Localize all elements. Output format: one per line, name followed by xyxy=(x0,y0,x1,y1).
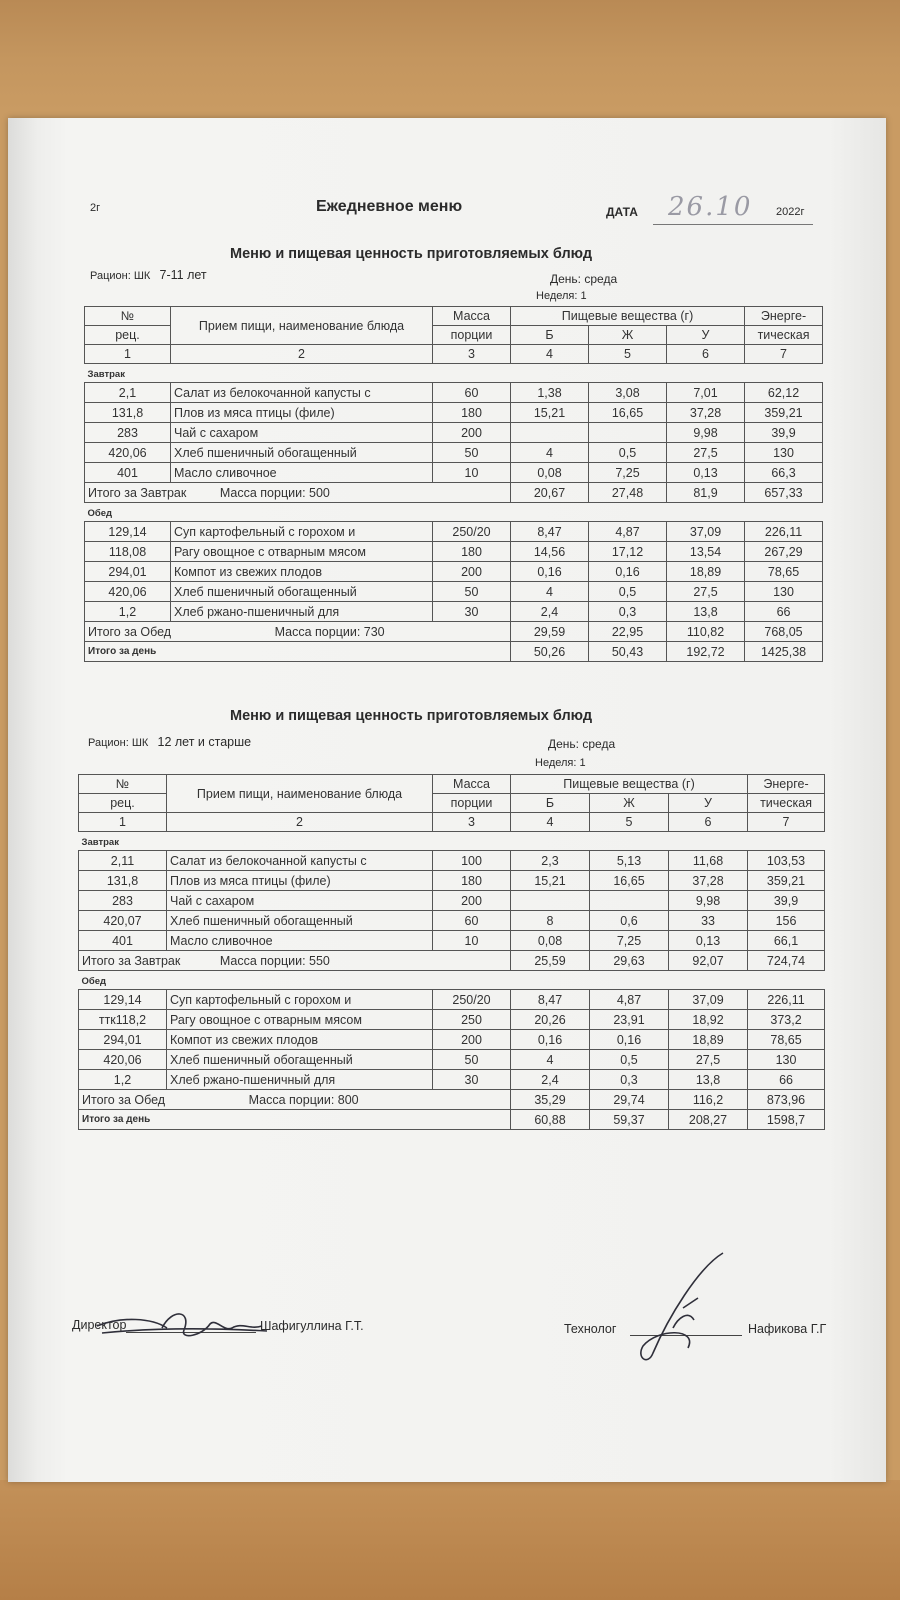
total-protein: 25,59 xyxy=(511,951,590,971)
dish-name: Чай с сахаром xyxy=(171,423,433,443)
energy: 359,21 xyxy=(745,403,823,423)
col-energy-2: тическая xyxy=(745,326,823,345)
dish-name: Плов из мяса птицы (филе) xyxy=(167,871,433,891)
table-row xyxy=(79,911,825,931)
col-nutrients: Пищевые вещества (г) xyxy=(511,775,748,794)
ration-value: 7-11 лет xyxy=(159,268,207,282)
ration-label: Рацион: ШК xyxy=(90,270,151,282)
total-carbs: 192,72 xyxy=(667,642,745,662)
carbs: 27,5 xyxy=(667,443,745,463)
col-index: 6 xyxy=(667,345,745,364)
section-1-table xyxy=(84,306,823,662)
dish-name: Компот из свежих плодов xyxy=(171,562,433,582)
protein: 15,21 xyxy=(511,871,590,891)
carbs: 11,68 xyxy=(669,851,748,871)
portion-mass: 200 xyxy=(433,423,511,443)
total-energy: 873,96 xyxy=(748,1090,825,1110)
col-energy-2: тическая xyxy=(748,794,825,813)
table-row xyxy=(79,891,825,911)
recipe-number: 2,1 xyxy=(85,383,171,403)
section-1-day xyxy=(550,272,617,286)
col-name: Прием пищи, наименование блюда xyxy=(167,775,433,813)
energy: 103,53 xyxy=(748,851,825,871)
group-label-breakfast: Завтрак xyxy=(85,364,823,383)
col-mass: Масса xyxy=(433,775,511,794)
energy: 66,3 xyxy=(745,463,823,483)
lunch-total-row xyxy=(85,622,823,642)
dish-name: Хлеб ржано-пшеничный для xyxy=(167,1070,433,1090)
col-index: 6 xyxy=(669,813,748,832)
col-u: У xyxy=(669,794,748,813)
energy: 156 xyxy=(748,911,825,931)
col-index: 3 xyxy=(433,345,511,364)
carbs: 18,92 xyxy=(669,1010,748,1030)
energy: 373,2 xyxy=(748,1010,825,1030)
recipe-number: 420,06 xyxy=(79,1050,167,1070)
dish-name: Хлеб ржано-пшеничный для xyxy=(171,602,433,622)
lunch-total-row xyxy=(79,1090,825,1110)
fat xyxy=(589,423,667,443)
recipe-number: 129,14 xyxy=(85,522,171,542)
recipe-number: 2,11 xyxy=(79,851,167,871)
table-row xyxy=(79,871,825,891)
portion-mass: 50 xyxy=(433,582,511,602)
total-title: Итого за Обед xyxy=(88,624,172,639)
day-value: среда xyxy=(584,272,618,286)
total-label xyxy=(85,622,511,642)
protein: 8,47 xyxy=(511,990,590,1010)
protein: 2,3 xyxy=(511,851,590,871)
breakfast-total-row xyxy=(85,483,823,503)
protein: 2,4 xyxy=(511,1070,590,1090)
dish-name: Масло сливочное xyxy=(171,463,433,483)
recipe-number: 401 xyxy=(79,931,167,951)
page-mark: 2г xyxy=(90,202,101,214)
table-row xyxy=(85,423,823,443)
handwritten-date: 26.10 xyxy=(668,192,753,222)
portion-mass: 60 xyxy=(433,383,511,403)
director-signature xyxy=(92,1298,272,1348)
portion-mass: 10 xyxy=(433,931,511,951)
fat: 16,65 xyxy=(589,403,667,423)
energy: 359,21 xyxy=(748,871,825,891)
portion-mass: 250/20 xyxy=(433,522,511,542)
group-label-lunch: Обед xyxy=(85,503,823,522)
section-2-table xyxy=(78,774,825,1130)
fat: 0,6 xyxy=(590,911,669,931)
total-fat: 59,37 xyxy=(590,1110,669,1130)
total-energy: 1425,38 xyxy=(745,642,823,662)
carbs: 37,09 xyxy=(669,990,748,1010)
fat: 4,87 xyxy=(589,522,667,542)
dish-name: Суп картофельный с горохом и xyxy=(171,522,433,542)
dish-name: Хлеб пшеничный обогащенный xyxy=(167,911,433,931)
energy: 62,12 xyxy=(745,383,823,403)
col-num: № xyxy=(79,775,167,794)
table-row xyxy=(79,1030,825,1050)
energy: 66 xyxy=(748,1070,825,1090)
col-energy: Энерге- xyxy=(748,775,825,794)
total-fat: 29,63 xyxy=(590,951,669,971)
group-label-lunch: Обед xyxy=(79,971,825,990)
carbs: 0,13 xyxy=(669,931,748,951)
date-label: ДАТА xyxy=(606,205,638,219)
energy: 226,11 xyxy=(748,990,825,1010)
total-energy: 768,05 xyxy=(745,622,823,642)
total-carbs: 92,07 xyxy=(669,951,748,971)
recipe-number: 283 xyxy=(85,423,171,443)
recipe-number: ттк118,2 xyxy=(79,1010,167,1030)
dish-name: Суп картофельный с горохом и xyxy=(167,990,433,1010)
day-label: День: xyxy=(548,737,580,751)
technologist-signature xyxy=(628,1248,738,1368)
carbs: 37,28 xyxy=(669,871,748,891)
date-underline xyxy=(653,224,813,225)
table-row xyxy=(85,403,823,423)
total-label xyxy=(79,1090,511,1110)
section-2-day xyxy=(548,737,615,751)
carbs: 27,5 xyxy=(669,1050,748,1070)
section-2-title: Меню и пищевая ценность приготовляемых блюд xyxy=(230,708,593,724)
recipe-number: 401 xyxy=(85,463,171,483)
group-label-breakfast: Завтрак xyxy=(79,832,825,851)
energy: 130 xyxy=(748,1050,825,1070)
total-mass: Масса порции: 500 xyxy=(219,485,330,500)
fat: 4,87 xyxy=(590,990,669,1010)
energy: 226,11 xyxy=(745,522,823,542)
portion-mass: 10 xyxy=(433,463,511,483)
fat: 0,5 xyxy=(590,1050,669,1070)
carbs: 13,54 xyxy=(667,542,745,562)
breakfast-total-row xyxy=(79,951,825,971)
portion-mass: 30 xyxy=(433,1070,511,1090)
fat: 0,16 xyxy=(590,1030,669,1050)
fat: 5,13 xyxy=(590,851,669,871)
carbs: 33 xyxy=(669,911,748,931)
day-total-label: Итого за день xyxy=(79,1110,511,1130)
total-fat: 50,43 xyxy=(589,642,667,662)
col-index: 4 xyxy=(511,813,590,832)
col-name: Прием пищи, наименование блюда xyxy=(171,307,433,345)
col-num: № xyxy=(85,307,171,326)
portion-mass: 50 xyxy=(433,1050,511,1070)
portion-mass: 180 xyxy=(433,403,511,423)
total-protein: 29,59 xyxy=(511,622,589,642)
table-row xyxy=(79,931,825,951)
energy: 78,65 xyxy=(745,562,823,582)
carbs: 13,8 xyxy=(669,1070,748,1090)
col-num-2: рец. xyxy=(85,326,171,345)
total-title: Итого за Завтрак xyxy=(82,953,181,968)
portion-mass: 50 xyxy=(433,443,511,463)
recipe-number: 1,2 xyxy=(79,1070,167,1090)
dish-name: Компот из свежих плодов xyxy=(167,1030,433,1050)
dish-name: Плов из мяса птицы (филе) xyxy=(171,403,433,423)
dish-name: Масло сливочное xyxy=(167,931,433,951)
fat: 0,16 xyxy=(589,562,667,582)
recipe-number: 129,14 xyxy=(79,990,167,1010)
protein: 4 xyxy=(511,443,589,463)
col-zh: Ж xyxy=(590,794,669,813)
dish-name: Хлеб пшеничный обогащенный xyxy=(171,443,433,463)
energy: 39,9 xyxy=(745,423,823,443)
table-row xyxy=(79,1010,825,1030)
col-index: 1 xyxy=(79,813,167,832)
total-title: Итого за Обед xyxy=(82,1092,166,1107)
total-fat: 29,74 xyxy=(590,1090,669,1110)
total-carbs: 116,2 xyxy=(669,1090,748,1110)
fat: 16,65 xyxy=(590,871,669,891)
fat: 0,5 xyxy=(589,443,667,463)
menu-document xyxy=(8,118,886,1482)
recipe-number: 131,8 xyxy=(85,403,171,423)
total-mass: Масса порции: 730 xyxy=(274,624,385,639)
energy: 39,9 xyxy=(748,891,825,911)
total-label xyxy=(79,951,511,971)
portion-mass: 30 xyxy=(433,602,511,622)
protein: 1,38 xyxy=(511,383,589,403)
total-carbs: 110,82 xyxy=(667,622,745,642)
carbs: 37,09 xyxy=(667,522,745,542)
energy: 66,1 xyxy=(748,931,825,951)
table-row xyxy=(85,562,823,582)
total-carbs: 208,27 xyxy=(669,1110,748,1130)
carbs: 0,13 xyxy=(667,463,745,483)
recipe-number: 283 xyxy=(79,891,167,911)
dish-name: Салат из белокочанной капусты с xyxy=(171,383,433,403)
protein: 0,08 xyxy=(511,463,589,483)
technologist-label: Технолог xyxy=(564,1322,617,1336)
ration-value: 12 лет и старше xyxy=(157,735,252,749)
carbs: 9,98 xyxy=(667,423,745,443)
protein xyxy=(511,423,589,443)
dish-name: Чай с сахаром xyxy=(167,891,433,911)
col-index: 5 xyxy=(589,345,667,364)
total-protein: 50,26 xyxy=(511,642,589,662)
table-row xyxy=(85,602,823,622)
recipe-number: 294,01 xyxy=(85,562,171,582)
table-row xyxy=(85,582,823,602)
dish-name: Рагу овощное с отварным мясом xyxy=(171,542,433,562)
total-label xyxy=(85,483,511,503)
director-name: Шафигуллина Г.Т. xyxy=(260,1319,364,1333)
day-total-row xyxy=(85,642,823,662)
date-year: 2022г xyxy=(776,206,805,218)
director-label: Директор xyxy=(72,1318,127,1332)
fat xyxy=(590,891,669,911)
portion-mass: 200 xyxy=(433,562,511,582)
document-title: Ежедневное меню xyxy=(316,198,463,215)
total-fat: 22,95 xyxy=(589,622,667,642)
col-index: 5 xyxy=(590,813,669,832)
protein: 0,16 xyxy=(511,562,589,582)
portion-mass: 180 xyxy=(433,871,511,891)
total-mass: Масса порции: 550 xyxy=(219,953,330,968)
carbs: 37,28 xyxy=(667,403,745,423)
section-2-week xyxy=(535,757,586,769)
col-zh: Ж xyxy=(589,326,667,345)
protein xyxy=(511,891,590,911)
day-label: День: xyxy=(550,272,582,286)
protein: 2,4 xyxy=(511,602,589,622)
section-1-ration xyxy=(90,268,207,282)
table-row xyxy=(85,542,823,562)
energy: 130 xyxy=(745,582,823,602)
carbs: 18,89 xyxy=(667,562,745,582)
energy: 130 xyxy=(745,443,823,463)
table-row xyxy=(79,990,825,1010)
day-total-row xyxy=(79,1110,825,1130)
protein: 15,21 xyxy=(511,403,589,423)
col-u: У xyxy=(667,326,745,345)
carbs: 27,5 xyxy=(667,582,745,602)
carbs: 9,98 xyxy=(669,891,748,911)
table-row xyxy=(85,383,823,403)
carbs: 7,01 xyxy=(667,383,745,403)
protein: 0,16 xyxy=(511,1030,590,1050)
portion-mass: 250/20 xyxy=(433,990,511,1010)
protein: 20,26 xyxy=(511,1010,590,1030)
recipe-number: 1,2 xyxy=(85,602,171,622)
carbs: 13,8 xyxy=(667,602,745,622)
total-fat: 27,48 xyxy=(589,483,667,503)
energy: 78,65 xyxy=(748,1030,825,1050)
col-mass-2: порции xyxy=(433,326,511,345)
fat: 7,25 xyxy=(590,931,669,951)
table-row xyxy=(85,522,823,542)
col-num-2: рец. xyxy=(79,794,167,813)
fat: 0,5 xyxy=(589,582,667,602)
week-label: Неделя: xyxy=(535,757,577,769)
recipe-number: 118,08 xyxy=(85,542,171,562)
desk-surface xyxy=(0,1480,900,1600)
protein: 4 xyxy=(511,1050,590,1070)
energy: 267,29 xyxy=(745,542,823,562)
protein: 14,56 xyxy=(511,542,589,562)
table-row xyxy=(79,1050,825,1070)
col-index: 4 xyxy=(511,345,589,364)
section-1-week xyxy=(536,290,587,302)
table-row xyxy=(85,443,823,463)
total-protein: 60,88 xyxy=(511,1110,590,1130)
section-2-ration xyxy=(88,735,251,749)
col-index: 2 xyxy=(171,345,433,364)
col-mass: Масса xyxy=(433,307,511,326)
col-mass-2: порции xyxy=(433,794,511,813)
recipe-number: 420,06 xyxy=(85,582,171,602)
section-1-title: Меню и пищевая ценность приготовляемых блюд xyxy=(230,246,593,262)
day-value: среда xyxy=(582,737,616,751)
dish-name: Хлеб пшеничный обогащенный xyxy=(167,1050,433,1070)
col-index: 3 xyxy=(433,813,511,832)
protein: 8,47 xyxy=(511,522,589,542)
protein: 0,08 xyxy=(511,931,590,951)
total-mass: Масса порции: 800 xyxy=(248,1092,359,1107)
fat: 17,12 xyxy=(589,542,667,562)
recipe-number: 131,8 xyxy=(79,871,167,891)
week-value: 1 xyxy=(580,290,587,302)
portion-mass: 250 xyxy=(433,1010,511,1030)
recipe-number: 420,06 xyxy=(85,443,171,463)
fat: 0,3 xyxy=(590,1070,669,1090)
col-index: 7 xyxy=(745,345,823,364)
total-carbs: 81,9 xyxy=(667,483,745,503)
col-b: Б xyxy=(511,326,589,345)
table-row xyxy=(85,463,823,483)
energy: 66 xyxy=(745,602,823,622)
dish-name: Хлеб пшеничный обогащенный xyxy=(171,582,433,602)
technologist-name: Нафикова Г.Г xyxy=(748,1322,827,1336)
recipe-number: 294,01 xyxy=(79,1030,167,1050)
portion-mass: 60 xyxy=(433,911,511,931)
fat: 0,3 xyxy=(589,602,667,622)
dish-name: Рагу овощное с отварным мясом xyxy=(167,1010,433,1030)
recipe-number: 420,07 xyxy=(79,911,167,931)
fat: 3,08 xyxy=(589,383,667,403)
col-nutrients: Пищевые вещества (г) xyxy=(511,307,745,326)
total-energy: 1598,7 xyxy=(748,1110,825,1130)
protein: 8 xyxy=(511,911,590,931)
portion-mass: 100 xyxy=(433,851,511,871)
portion-mass: 180 xyxy=(433,542,511,562)
week-label: Неделя: xyxy=(536,290,578,302)
fat: 23,91 xyxy=(590,1010,669,1030)
col-index: 2 xyxy=(167,813,433,832)
dish-name: Салат из белокочанной капусты с xyxy=(167,851,433,871)
carbs: 18,89 xyxy=(669,1030,748,1050)
total-energy: 724,74 xyxy=(748,951,825,971)
table-row xyxy=(79,1070,825,1090)
protein: 4 xyxy=(511,582,589,602)
week-value: 1 xyxy=(579,757,586,769)
portion-mass: 200 xyxy=(433,1030,511,1050)
total-protein: 35,29 xyxy=(511,1090,590,1110)
portion-mass: 200 xyxy=(433,891,511,911)
day-total-label: Итого за день xyxy=(85,642,511,662)
col-index: 7 xyxy=(748,813,825,832)
total-protein: 20,67 xyxy=(511,483,589,503)
total-title: Итого за Завтрак xyxy=(88,485,187,500)
table-row xyxy=(79,851,825,871)
col-energy: Энерге- xyxy=(745,307,823,326)
total-energy: 657,33 xyxy=(745,483,823,503)
ration-label: Рацион: ШК xyxy=(88,737,149,749)
col-index: 1 xyxy=(85,345,171,364)
col-b: Б xyxy=(511,794,590,813)
fat: 7,25 xyxy=(589,463,667,483)
